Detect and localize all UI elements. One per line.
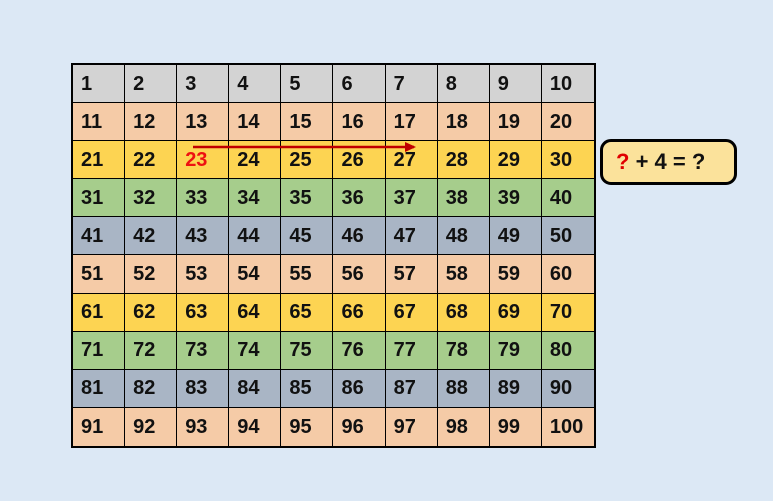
grid-cell: 50 (542, 217, 594, 255)
grid-cell: 57 (386, 255, 438, 293)
grid-cell: 97 (386, 408, 438, 446)
grid-cell: 37 (386, 179, 438, 217)
grid-cell: 85 (281, 370, 333, 408)
grid-cell: 63 (177, 294, 229, 332)
grid-cell: 42 (125, 217, 177, 255)
grid-cell: 11 (73, 103, 125, 141)
grid-cell: 60 (542, 255, 594, 293)
grid-cell: 87 (386, 370, 438, 408)
grid-cell: 80 (542, 332, 594, 370)
grid-cell: 53 (177, 255, 229, 293)
grid-cell: 29 (490, 141, 542, 179)
grid-cell: 77 (386, 332, 438, 370)
grid-cell: 10 (542, 65, 594, 103)
grid-cell: 35 (281, 179, 333, 217)
grid-cell: 2 (125, 65, 177, 103)
grid-cell: 7 (386, 65, 438, 103)
grid-cell: 67 (386, 294, 438, 332)
grid-cell: 84 (229, 370, 281, 408)
grid-cell: 31 (73, 179, 125, 217)
grid-cell: 70 (542, 294, 594, 332)
grid-cell: 6 (333, 65, 385, 103)
grid-cell: 46 (333, 217, 385, 255)
grid-cell: 15 (281, 103, 333, 141)
grid-cell: 93 (177, 408, 229, 446)
grid-cell: 69 (490, 294, 542, 332)
grid-cell: 26 (333, 141, 385, 179)
grid-cell: 39 (490, 179, 542, 217)
grid-cell-highlighted: 23 (177, 141, 229, 179)
grid-cell: 68 (438, 294, 490, 332)
grid-cell: 9 (490, 65, 542, 103)
grid-cell: 25 (281, 141, 333, 179)
grid-cell: 16 (333, 103, 385, 141)
grid-cell: 76 (333, 332, 385, 370)
grid-cell: 73 (177, 332, 229, 370)
grid-cell: 12 (125, 103, 177, 141)
grid-cell: 47 (386, 217, 438, 255)
grid-cell: 71 (73, 332, 125, 370)
grid-cell: 66 (333, 294, 385, 332)
grid-cell: 65 (281, 294, 333, 332)
grid-cell: 38 (438, 179, 490, 217)
grid-cell: 94 (229, 408, 281, 446)
equation-question-mark: ? (616, 149, 630, 174)
grid-cell: 27 (386, 141, 438, 179)
grid-cell: 28 (438, 141, 490, 179)
grid-cell: 61 (73, 294, 125, 332)
grid-cell: 5 (281, 65, 333, 103)
grid-cell: 74 (229, 332, 281, 370)
grid-cell: 62 (125, 294, 177, 332)
grid-cell: 3 (177, 65, 229, 103)
grid-cell: 24 (229, 141, 281, 179)
grid-cell: 72 (125, 332, 177, 370)
grid-cell: 1 (73, 65, 125, 103)
grid-cell: 43 (177, 217, 229, 255)
grid-cell: 81 (73, 370, 125, 408)
grid-cell: 30 (542, 141, 594, 179)
grid-cell: 64 (229, 294, 281, 332)
grid-cell: 17 (386, 103, 438, 141)
grid-cell: 44 (229, 217, 281, 255)
grid-cell: 45 (281, 217, 333, 255)
grid-cell: 75 (281, 332, 333, 370)
hundred-chart (71, 63, 596, 448)
grid-cell: 18 (438, 103, 490, 141)
grid-cell: 98 (438, 408, 490, 446)
grid-cell: 79 (490, 332, 542, 370)
grid-cell: 32 (125, 179, 177, 217)
grid-cell: 96 (333, 408, 385, 446)
grid-cell: 58 (438, 255, 490, 293)
grid-cell: 40 (542, 179, 594, 217)
grid-cell: 51 (73, 255, 125, 293)
grid-cell: 22 (125, 141, 177, 179)
grid-cell: 13 (177, 103, 229, 141)
grid-cell: 4 (229, 65, 281, 103)
grid-cell: 83 (177, 370, 229, 408)
grid-cell: 78 (438, 332, 490, 370)
grid-cell: 100 (542, 408, 594, 446)
grid-cell: 19 (490, 103, 542, 141)
grid-cell: 82 (125, 370, 177, 408)
grid-cell: 41 (73, 217, 125, 255)
equation-rest: + 4 = ? (629, 149, 706, 174)
grid-cell: 59 (490, 255, 542, 293)
grid-cell: 90 (542, 370, 594, 408)
grid-cell: 86 (333, 370, 385, 408)
grid-cell: 49 (490, 217, 542, 255)
grid-cell: 48 (438, 217, 490, 255)
grid-cell: 21 (73, 141, 125, 179)
grid-cell: 52 (125, 255, 177, 293)
grid-cell: 91 (73, 408, 125, 446)
grid-cell: 89 (490, 370, 542, 408)
equation-callout (600, 139, 737, 185)
grid-cell: 34 (229, 179, 281, 217)
grid-cell: 36 (333, 179, 385, 217)
grid-cell: 20 (542, 103, 594, 141)
grid-cell: 14 (229, 103, 281, 141)
grid-cell: 88 (438, 370, 490, 408)
grid-cell: 55 (281, 255, 333, 293)
grid-cell: 95 (281, 408, 333, 446)
grid-cell: 99 (490, 408, 542, 446)
grid-cell: 33 (177, 179, 229, 217)
grid-cell: 54 (229, 255, 281, 293)
grid-cell: 8 (438, 65, 490, 103)
grid-cell: 56 (333, 255, 385, 293)
grid-cell: 92 (125, 408, 177, 446)
